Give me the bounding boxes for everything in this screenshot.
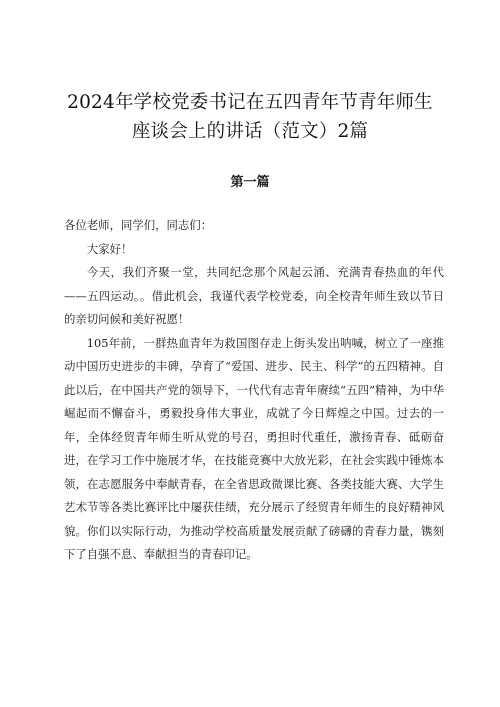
- section-heading: 第一篇: [230, 175, 270, 190]
- paragraph-1: 今天，我们齐聚一堂，共同纪念那个风起云涌、充满青春热血的年代——五四运动。。借此机会，我谨代表学校党委，向全校青年师生致以节日的亲切问候和美好祝愿！: [64, 265, 444, 326]
- title-line-2: 座谈会上的讲话（范文）2篇: [131, 121, 369, 142]
- paragraph-2: 105年前，一群热血青年为救国图存走上街头发出呐喊，树立了一座推动中国历史进步的丰碑，孕育了“爱国、进步、民主、科学”的五四精神。自此以后，在中国共产党的领导下，一代代有志青年赓续“五四”精神，为中华崛起而不懈奋斗，勇毅投身伟大事业，成就了今日辉煌之中国。过去的一年，全体经贸青年师生听从党的号召，勇担时代重任，激扬青春、砥砺奋进，在学习工作中施展才华，在技能竞赛中大放光彩，在社会实践中锤炼本领，在志愿服务中奉献青春，在全省思政微课比赛、各类技能大赛、大学生艺术节等各类比赛评比中屡获佳绩，充分展示了经贸青年师生的良好精神风貌。你们以实际行动，为推动学校高质量发展贡献了磅礴的青春力量，镌刻下了自强不息、奉献担当的青春印记。: [64, 335, 444, 561]
- greeting: 大家好！: [86, 241, 133, 256]
- document-title: [40, 88, 460, 146]
- salutation: 各位老师，同学们，同志们：: [64, 218, 213, 232]
- title-line-1: 2024年学校党委书记在五四青年节青年师生: [67, 92, 433, 113]
- speech-body: [64, 214, 444, 567]
